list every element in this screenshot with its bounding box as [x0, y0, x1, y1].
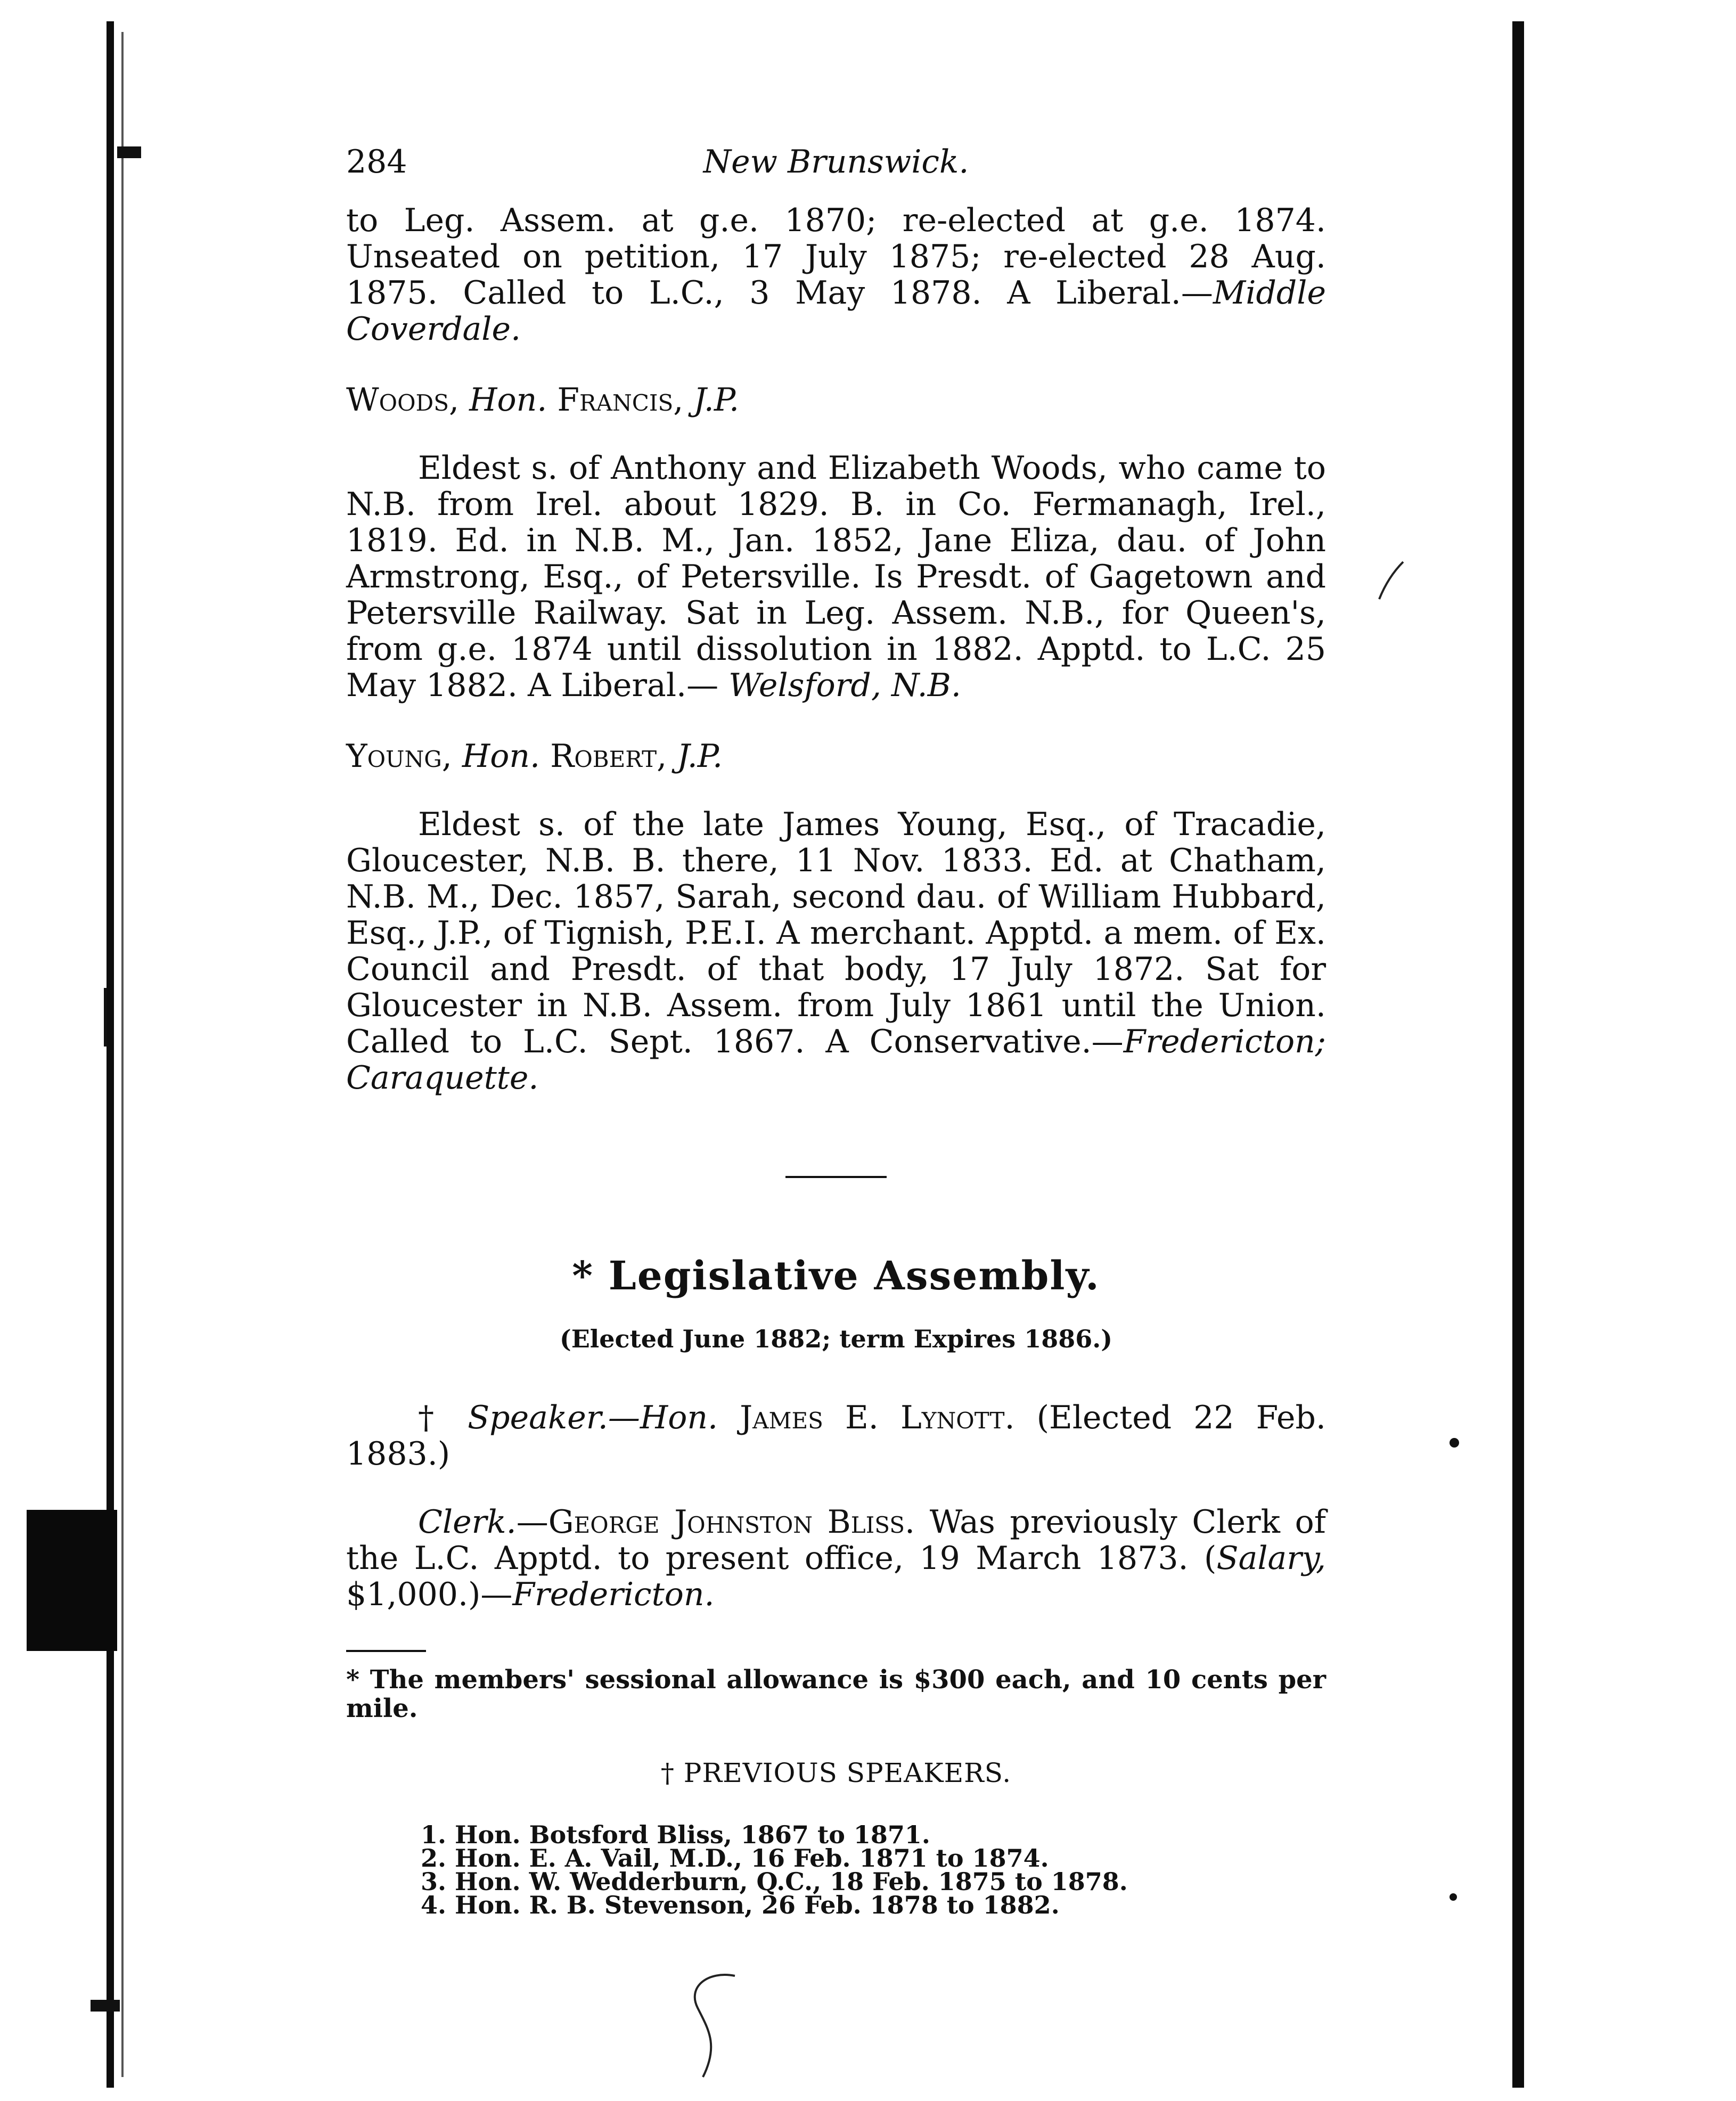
scan-dot: [1450, 1438, 1459, 1448]
entry-place: Fredericton; Caraquette.: [346, 1023, 1326, 1097]
clerk-salary-label: Salary,: [1216, 1540, 1326, 1577]
list-item: 3. Hon. W. Wedderburn, Q.C., 18 Feb. 1875 to 1878.: [421, 1867, 1128, 1896]
scan-left-inner-rule: [121, 32, 124, 2077]
clerk-text: Was previously Clerk of the L.C. Apptd. to present office, 19 March 1873. (: [346, 1503, 1326, 1577]
entry-heading-woods: [346, 382, 1326, 418]
entry-honorific: Hon.: [462, 738, 541, 775]
assembly-term: (Elected June 1882; term Expires 1886.): [559, 1325, 1112, 1353]
clerk-salary: $1,000.)—: [346, 1576, 513, 1613]
page-content: [346, 144, 1326, 1917]
continuation-place: Middle Coverdale.: [346, 274, 1326, 348]
entry-heading-young: [346, 738, 1326, 774]
footnote-rule: [346, 1650, 426, 1652]
dagger-mark: †: [418, 1399, 468, 1436]
continuation-paragraph: [346, 202, 1326, 347]
running-head: [346, 144, 1326, 192]
list-item: 1. Hon. Botsford Bliss, 1867 to 1871.: [421, 1820, 930, 1849]
entry-honorific: Hon.: [469, 381, 547, 419]
speaker-note: (Elected 22 Feb. 1883.): [346, 1399, 1326, 1473]
entry-given-name: Robert,: [550, 738, 667, 775]
scan-left-margin-rule: [107, 21, 114, 2088]
list-item: 4. Hon. R. B. Stevenson, 26 Feb. 1878 to 1882.: [421, 1891, 1060, 1919]
scan-right-margin-rule: [1512, 21, 1524, 2088]
clerk-place: Fredericton.: [512, 1576, 715, 1613]
entry-text: Eldest s. of Anthony and Elizabeth Woods, who came to N.B. from Irel. about 1829. B. in Co. Fermanagh, Irel., 1819. Ed. in N.B. M., Jan. 1852, Jane Eliza, dau. of John Armstrong, Esq., of Petersville. Is Presdt. of Gagetown and Petersville Railway. Sat in Leg. Assem. N.B., for Queen's, from g.e. 1874 until dissolution in 1882. Apptd. to L.C. 25 May 1882. A Liberal.—: [346, 449, 1326, 704]
pencil-scribble: [1377, 559, 1409, 602]
speaker-name: James E. Lynott.: [718, 1399, 1015, 1436]
list-item: 2. Hon. E. A. Vail, M.D., 16 Feb. 1871 to 1874.: [421, 1844, 1049, 1873]
entry-post-nominal: J.P.: [677, 738, 723, 775]
speaker-paragraph: [346, 1400, 1326, 1472]
entry-body-young: [346, 806, 1326, 1096]
previous-speakers-list: [346, 1820, 1326, 1919]
scan-black-block: [27, 1510, 117, 1651]
entry-body-woods: [346, 450, 1326, 704]
clerk-paragraph: [346, 1504, 1326, 1613]
clerk-role: Clerk.: [418, 1503, 517, 1541]
previous-speakers-heading: † PREVIOUS SPEAKERS.: [660, 1757, 1012, 1788]
entry-surname: Woods,: [346, 381, 460, 419]
entry-post-nominal: J.P.: [693, 381, 740, 419]
scan-mark: [104, 988, 107, 1047]
pencil-scribble: [676, 1971, 751, 2093]
scan-mark: [91, 2000, 120, 2012]
section-divider: [785, 1176, 887, 1178]
entry-place: Welsford, N.B.: [728, 667, 961, 704]
entry-surname: Young,: [346, 738, 452, 775]
page-number: 284: [346, 143, 407, 181]
clerk-name: —George Johnston Bliss.: [516, 1503, 915, 1541]
running-title: New Brunswick.: [703, 143, 969, 181]
section-title: * Legislative Assembly.: [572, 1253, 1100, 1299]
scan-dot: [1450, 1893, 1457, 1901]
continuation-text: to Leg. Assem. at g.e. 1870; re-elected at g.e. 1874. Unseated on petition, 17 July 1875; re-elected 28 Aug. 1875. Called to L.C., 3 May 1878. A Liberal.—: [346, 202, 1326, 312]
footnote: * The members' sessional allowance is $300 each, and 10 cents per mile.: [346, 1665, 1326, 1723]
speaker-role: Speaker.—Hon.: [468, 1399, 718, 1436]
entry-given-name: Francis,: [557, 381, 684, 419]
entry-text: Eldest s. of the late James Young, Esq., of Tracadie, Gloucester, N.B. B. there, 11 Nov. 1833. Ed. at Chatham, N.B. M., Dec. 1857, Sarah, second dau. of William Hubbard, Esq., J.P., of Tignish, P.E.I. A merchant. Apptd. a mem. of Ex. Council and Presdt. of that body, 17 July 1872. Sat for Gloucester in N.B. Assem. from July 1861 until the Union. Called to L.C. Sept. 1867. A Conservative.—: [346, 806, 1326, 1060]
scan-mark: [117, 146, 141, 158]
